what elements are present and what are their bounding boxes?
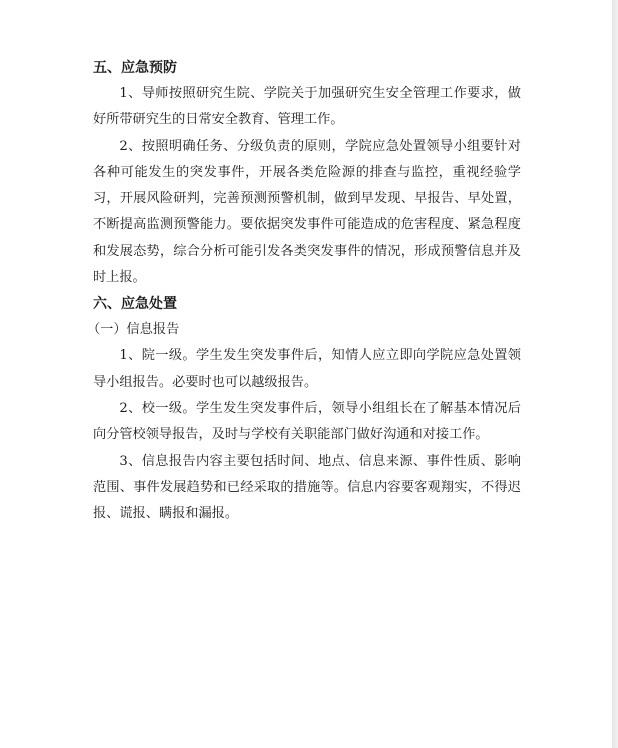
page-edge-shadow — [612, 0, 618, 748]
paragraph: 1、院一级。学生发生突发事件后，知情人应立即向学院应急处置领导小组报告。必要时也可以越级报告。 — [93, 348, 521, 390]
section-emergency-response — [87, 291, 521, 527]
subsection-heading: （一）信息报告 — [87, 322, 180, 338]
section-heading: 六、应急处置 — [93, 296, 177, 313]
paragraph: 3、信息报告内容主要包括时间、地点、信息来源、事件性质、影响范围、事件发展趋势和已经采取的措施等。信息内容要客观翔实，不得迟报、谎报、瞒报和漏报。 — [93, 453, 521, 522]
paragraph: 1、导师按照研究生院、学院关于加强研究生安全管理工作要求，做好所带研究生的日常安全教育、管理工作。 — [93, 86, 521, 128]
document-body — [87, 55, 521, 527]
paragraph: 2、按照明确任务、分级负责的原则，学院应急处置领导小组要针对各种可能发生的突发事件，开展各类危险源的排查与监控，重视经验学习，开展风险研判，完善预测预警机制，做到早发现、早报告、早处置，不断提高监测预警能力。要依据突发事件可能造成的危害程度、紧急程度和发展态势，综合分析可能引发各类突发事件的情况，形成预警信息并及时上报。 — [93, 138, 521, 286]
section-heading: 五、应急预防 — [93, 60, 177, 76]
section-emergency-prevention — [93, 55, 521, 291]
paragraph: 2、校一级。学生发生突发事件后，领导小组组长在了解基本情况后向分管校领导报告，及时与学校有关职能部门做好沟通和对接工作。 — [93, 400, 521, 443]
